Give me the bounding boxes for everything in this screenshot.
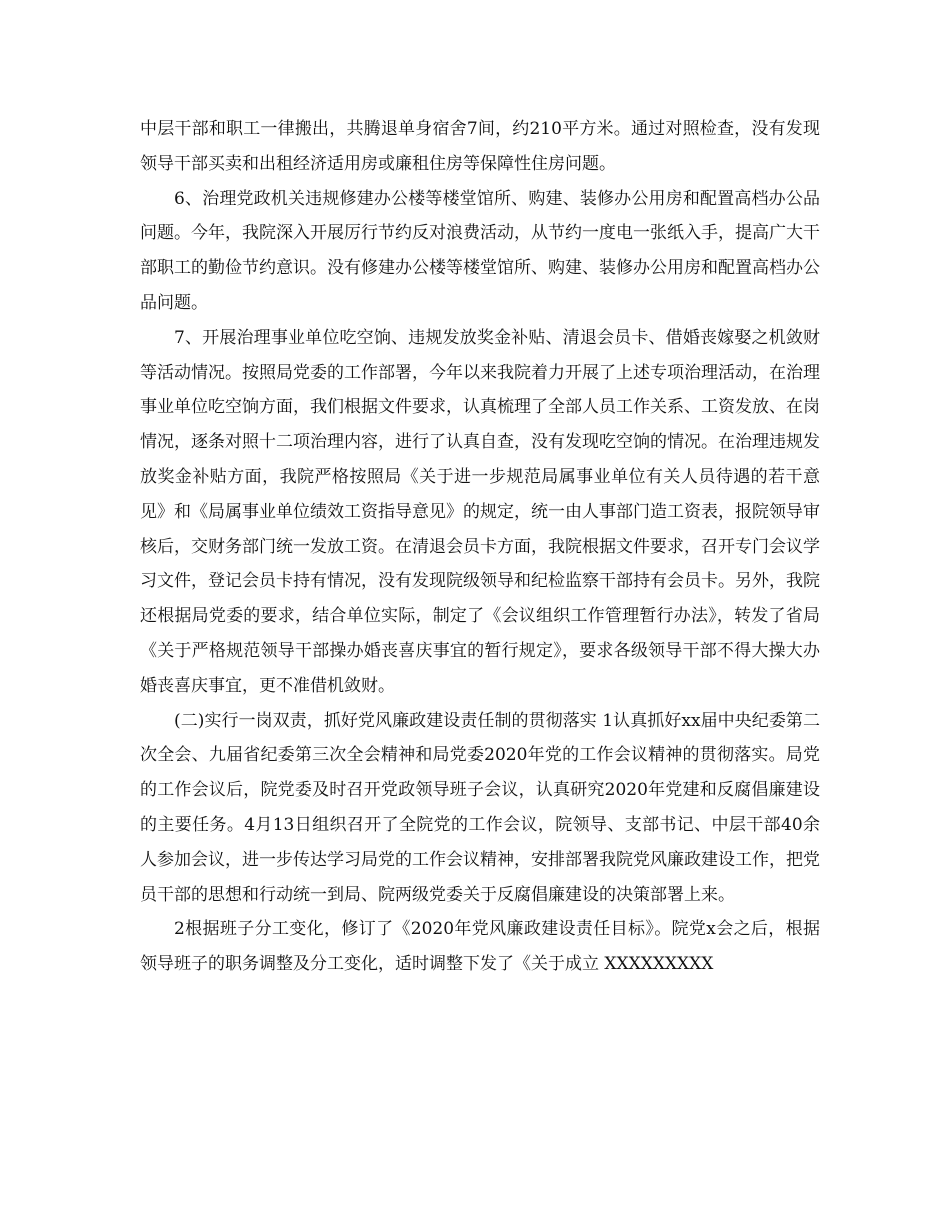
paragraph-item-7: 7、开展治理事业单位吃空饷、违规发放奖金补贴、清退会员卡、借婚丧嫁娶之机敛财等活动情况。按照局党委的工作部署，今年以来我院着力开展了上述专项治理活动，在治理事业单位吃空饷方面，我们根据文件要求，认真梳理了全部人员工作关系、工资发放、在岗情况，逐条对照十二项治理内容，进行了认真自查，没有发现吃空饷的情况。在治理违规发放奖金补贴方面，我院严格按照局《关于进一步规范局属事业单位有关人员待遇的若干意见》和《局属事业单位绩效工资指导意见》的规定，统一由人事部门造工资表，报院领导审核后，交财务部门统一发放工资。在清退会员卡方面，我院根据文件要求，召开专门会议学习文件，登记会员卡持有情况，没有发现院级领导和纪检监察干部持有会员卡。另外，我院还根据局党委的要求，结合单位实际，制定了《会议组织工作管理暂行办法》，转发了省局《关于严格规范领导干部操办婚丧喜庆事宜的暂行规定》，要求各级领导干部不得大操大办婚丧喜庆事宜，更不准借机敛财。 (140, 327, 820, 696)
paragraph-item-2: 2根据班子分工变化，修订了《2020年党风廉政建设责任目标》。院党x会之后，根据领导班子的职务调整及分工变化，适时调整下发了《关于成立 XXXXXXXXX (140, 919, 820, 975)
paragraph-continued: 中层干部和职工一律搬出，共腾退单身宿舍7间，约210平方米。通过对照检查，没有发现领导干部买卖和出租经济适用房或廉租住房等保障性住房问题。 (140, 119, 820, 174)
paragraph-item-6: 6、治理党政机关违规修建办公楼等楼堂馆所、购建、装修办公用房和配置高档办公品问题。今年，我院深入开展厉行节约反对浪费活动，从节约一度电一张纸入手，提高广大干部职工的勤俭节约意识。没有修建办公楼等楼堂馆所、购建、装修办公用房和配置高档办公品问题。 (140, 188, 820, 313)
paragraph-section-2: (二)实行一岗双责，抓好党风廉政建设责任制的贯彻落实 1认真抓好xx届中央纪委第二次全会、九届省纪委第三次全会精神和局党委2020年党的工作会议精神的贯彻落实。局党的工作会议后，院党委及时召开党政领导班子会议，认真研究2020年党建和反腐倡廉建设的主要任务。4月13日组织召开了全院党的工作会议，院领导、支部书记、中层干部40余人参加会议，进一步传达学习局党的工作会议精神，安排部署我院党风廉政建设工作，把党员干部的思想和行动统一到局、院两级党委关于反腐倡廉建设的决策部署上来。 (140, 710, 820, 905)
document-body (140, 112, 820, 982)
